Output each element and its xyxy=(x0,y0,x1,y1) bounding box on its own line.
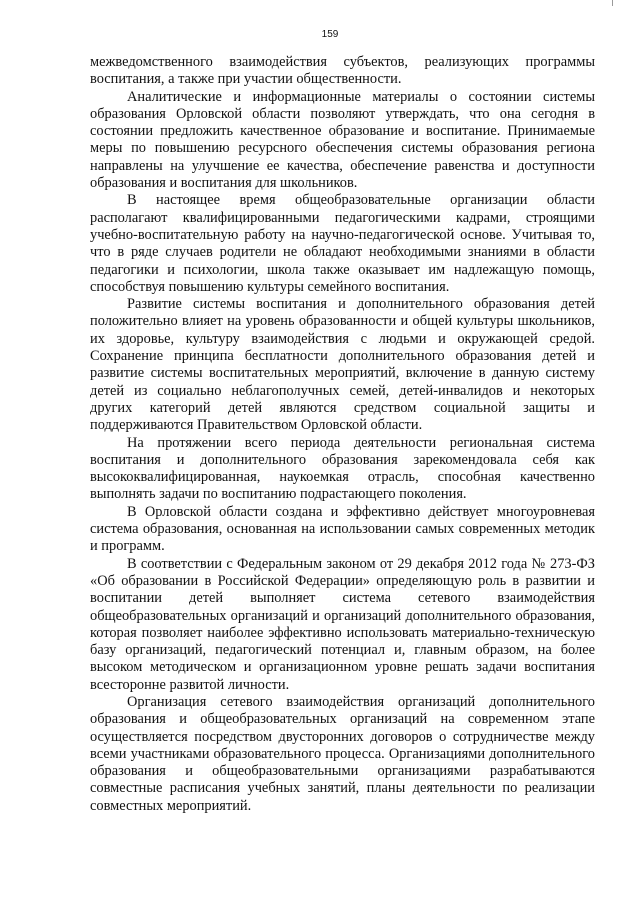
paragraph: В Орловской области создана и эффективно действует многоуровневая система образования, основанная на использовании самых современных методик и программ. xyxy=(90,503,595,555)
body-text xyxy=(90,54,595,815)
scan-edge-mark xyxy=(612,0,613,6)
paragraph: Организация сетевого взаимодействия организаций дополнительного образования и общеобразовательных организаций на современном этапе осуществляется посредством двусторонних договоров о сотрудничестве между всеми участниками образовательного процесса. Организациями дополнительного образования и общеобразовательными организациями разрабатываются совместные расписания учебных занятий, планы деятельности по реализации совместных мероприятий. xyxy=(90,693,595,814)
paragraph-continued: межведомственного взаимодействия субъектов, реализующих программы воспитания, а также при участии общественности. xyxy=(90,54,595,88)
paragraph: В соответствии с Федеральным законом от 29 декабря 2012 года № 273-ФЗ «Об образовании в Российской Федерации» определяющую роль в развитии и воспитании детей выполняет система сетевого взаимодействия общеобразовательных организаций и организаций дополнительного образования, которая позволяет наиболее эффективно использовать материально-техническую базу организаций, педагогический потенциал и, главным образом, на более высоком методическом и организационном уровне решать задачи воспитания всесторонне развитой личности. xyxy=(90,555,595,693)
paragraph: В настоящее время общеобразовательные организации области располагают квалифицированными педагогическими кадрами, строящими учебно-воспитательную работу на научно-педагогической основе. Учитывая то, что в ряде случаев родители не обладают необходимыми знаниями в области педагогики и психологии, школа также оказывает им надлежащую помощь, способствуя повышению культуры семейного воспитания. xyxy=(90,192,595,295)
paragraph: Аналитические и информационные материалы о состоянии системы образования Орловской области позволяют утверждать, что она сегодня в состоянии предложить качественное образование и воспитание. Принимаемые меры по повышению ресурсного обеспечения системы образования региона направлены на улучшение ее качества, обеспечение равенства и доступности образования и воспитания для школьников. xyxy=(90,88,595,192)
paragraph: Развитие системы воспитания и дополнительного образования детей положительно влияет на уровень образованности и общей культуры школьников, их здоровье, культуру взаимодействия с людьми и окружающей средой. Сохранение принципа бесплатности дополнительного образования детей и развитие системы воспитательных мероприятий, включение в данную систему детей из социально неблагополучных семей, детей-инвалидов и некоторых других категорий детей являются средством социальной защиты и поддерживаются Правительством Орловской области. xyxy=(90,296,595,434)
paragraph: На протяжении всего периода деятельности региональная система воспитания и дополнительного образования зарекомендовала себя как высококвалифицированная, наукоемкая отрасль, способная качественно выполнять задачи по воспитанию подрастающего поколения. xyxy=(90,434,595,503)
page-number: 159 xyxy=(321,29,339,40)
